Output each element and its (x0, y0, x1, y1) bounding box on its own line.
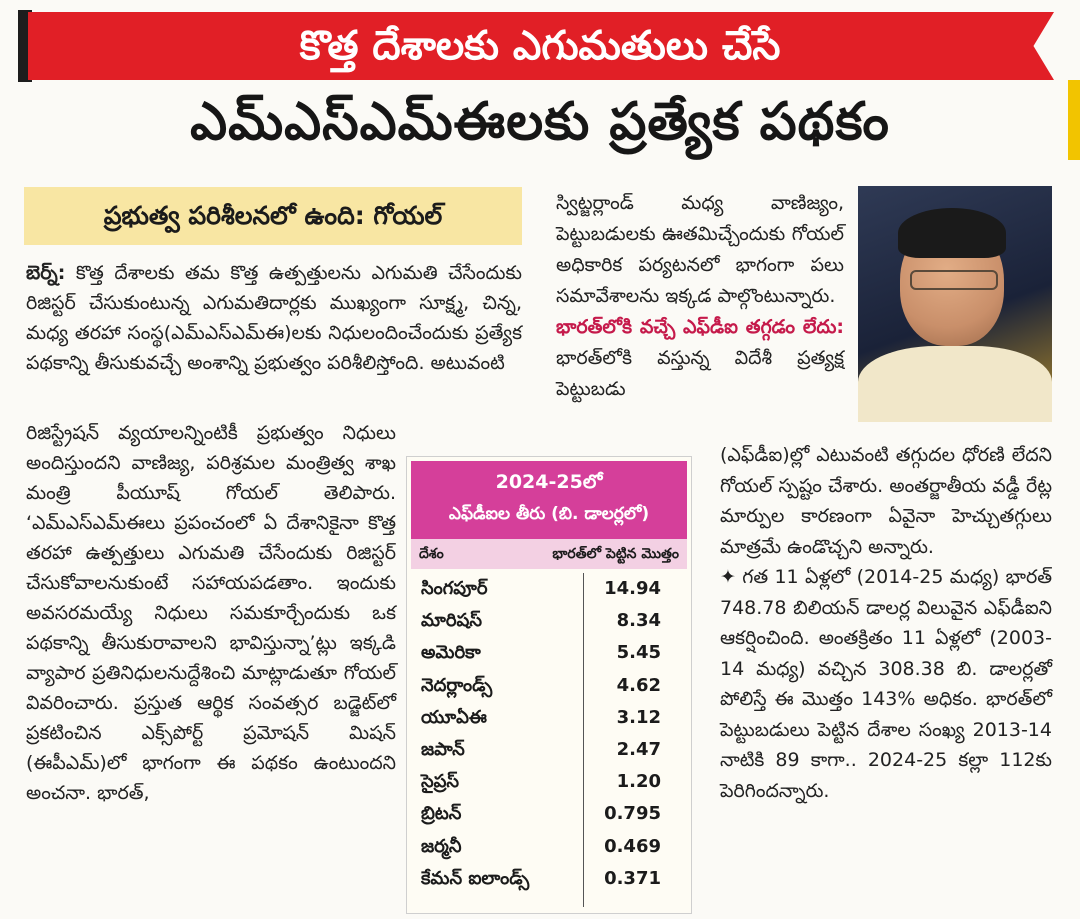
fdi-table-title-2: ఎఫ్‌డీఐల తీరు (బి. డాలర్లలో) (448, 504, 650, 524)
table-row (411, 766, 687, 798)
side-marker (1068, 80, 1080, 160)
article-text-1: కొత్త దేశాలకు తమ కొత్త ఉత్పత్తులను ఎగుమతి చేసేందుకు రిజిస్టర్‌ చేసుకుంటున్న ఎగుమతిదార్లకు ముఖ్యంగా సూక్ష్మ, చిన్న, మధ్య తరహా సంస్థ(ఎమ్‌ఎస్‌ఎమ్‌ఈ)లకు నిధులందించేందుకు ప్రత్యేక పథకాన్ని తీసుకువచ్చే అంశాన్ని ప్రభుత్వం పరిశీలిస్తోంది. అటువంటి (26, 262, 522, 374)
dateline: బెర్న్‌: (26, 262, 66, 284)
row-value: 8.34 (616, 610, 661, 632)
row-country: జపాన్‌ (421, 738, 465, 760)
row-country: జర్మనీ (421, 835, 462, 857)
table-row (411, 702, 687, 734)
row-country: సైప్రస్‌ (421, 771, 460, 793)
row-country: అమెరికా (421, 642, 481, 664)
minister-photo (858, 186, 1052, 422)
subheadline: ప్రభుత్వ పరిశీలనలో ఉంది: గోయల్ (24, 187, 522, 245)
fdi-table (406, 456, 692, 914)
fdi-subheading: భారత్‌లోకి వచ్చే ఎఫ్‌డీఐ తగ్గడం లేదు: (556, 316, 844, 338)
article-column-3 (720, 440, 1052, 806)
headline: ఎమ్‌ఎస్‌ఎమ్‌ఈలకు ప్రత్యేక పథకం (190, 92, 890, 152)
row-value: 3.12 (616, 706, 661, 728)
row-country: నెదర్లాండ్స్‌ (421, 674, 493, 696)
fdi-table-title-1: 2024-25లో (495, 471, 603, 493)
kicker-text: కొత్త దేశాలకు ఎగుమతులు చేసే (299, 23, 781, 69)
fdi-table-column-headers (411, 539, 687, 569)
column-header-value: భారత్‌లో పెట్టిన మొత్తం (552, 546, 679, 562)
row-value: 14.94 (604, 578, 661, 599)
table-row (411, 798, 687, 830)
row-country: మారిషస్‌ (421, 610, 482, 632)
photo-hair (898, 208, 1006, 258)
article-column-2 (556, 188, 844, 405)
row-value: 0.795 (604, 803, 661, 825)
article-text-3: స్విట్జర్లాండ్‌ మధ్య వాణిజ్యం, పెట్టుబడులకు ఊతమిచ్చేందుకు గోయల్‌ అధికారిక పర్యటనలో భాగంగా పలు సమావేశాలను ఇక్కడ పాల్గొంటున్నారు. (556, 192, 844, 307)
article-text-5: (ఎఫ్‌డీఐ)ల్లో ఎటువంటి తగ్గుదల ధోరణి లేదని గోయల్‌ స్పష్టం చేశారు. అంతర్జాతీయ వడ్డీ రేట్ల మార్పుల కారణంగా ఏవైనా హెచ్చుతగ్గులు మాత్రమే ఉండొచ్చని అన్నారు. (720, 444, 1052, 558)
article-text-2: రిజిస్ట్రేషన్‌ వ్యయాలన్నింటికీ ప్రభుత్వం నిధులు అందిస్తుందని వాణిజ్య, పరిశ్రమల మంత్రిత్వ శాఖ మంత్రి పీయూష్‌ గోయల్‌ తెలిపారు. ‘ఎమ్‌ఎస్‌ఎమ్‌ఈలు ప్రపంచంలో ఏ దేశానికైనా కొత్త తరహా ఉత్పత్తులు ఎగుమతి చేసేందుకు రిజిస్టర్‌ చేసుకోవాలనుకుంటే సహాయపడతాం. ఇందుకు అవసరమయ్యే నిధులు సమకూర్చేందుకు ఒక పథకాన్ని తీసుకురావాలని భావిస్తున్నా’ట్లు ఇక్కడి వ్యాపార ప్రతినిధులనుద్దేశించి మాట్లాడుతూ గోయల్‌ వివరించారు. ప్రస్తుత ఆర్థిక సంవత్సర బడ్జెట్‌లో ప్రకటించిన ఎక్స్‌పోర్ట్‌ ప్రమోషన్‌ మిషన్‌ (ఈపీఎమ్‌)లో భాగంగా ఈ పథకం ఉంటుందని అంచనా. భారత్‌, (26, 422, 396, 804)
table-row (411, 831, 687, 863)
row-country: సింగపూర్‌ (421, 578, 488, 599)
article-bullet: ✦ గత 11 ఏళ్లలో (2014-25 మధ్య) భారత్‌ 748.78 బిలియన్‌ డాలర్ల విలువైన ఎఫ్‌డీఐని ఆకర్షించింది. అంతక్రితం 11 ఏళ్లలో (2003-14 మధ్య) వచ్చిన 308.38 బి. డాలర్లతో పోలిస్తే ఈ మొత్తం 143% అధికం. భారత్‌లో పెట్టుబడులు పెట్టిన దేశాల సంఖ్య 2013-14 నాటికి 89 కాగా.. 2024-25 కల్లా 112కు పెరిగిందన్నారు. (720, 566, 1052, 802)
photo-glasses (910, 270, 998, 290)
table-row (411, 605, 687, 637)
row-value: 0.371 (604, 867, 661, 889)
row-country: కేమన్‌ ఐలాండ్స్‌ (421, 867, 530, 889)
row-value: 4.62 (616, 674, 661, 696)
row-value: 2.47 (616, 738, 661, 760)
row-country: బ్రిటన్‌ (421, 803, 462, 825)
article-text-4: భారత్‌లోకి వస్తున్న విదేశీ ప్రత్యక్ష పెట్టుబడు (556, 347, 844, 400)
table-row (411, 670, 687, 702)
column-header-country: దేశం (419, 546, 444, 562)
row-value: 1.20 (616, 771, 661, 793)
table-row (411, 734, 687, 766)
row-country: యూఏఈ (421, 706, 487, 728)
article-column-1-bottom (26, 418, 396, 808)
row-value: 5.45 (616, 642, 661, 664)
fdi-table-header (411, 461, 687, 539)
fdi-table-rows (411, 573, 687, 895)
photo-kurta (858, 346, 1052, 422)
table-row (411, 573, 687, 605)
row-value: 0.469 (604, 835, 661, 857)
table-row (411, 637, 687, 669)
table-row (411, 863, 687, 895)
article-column-1-top (26, 258, 522, 378)
